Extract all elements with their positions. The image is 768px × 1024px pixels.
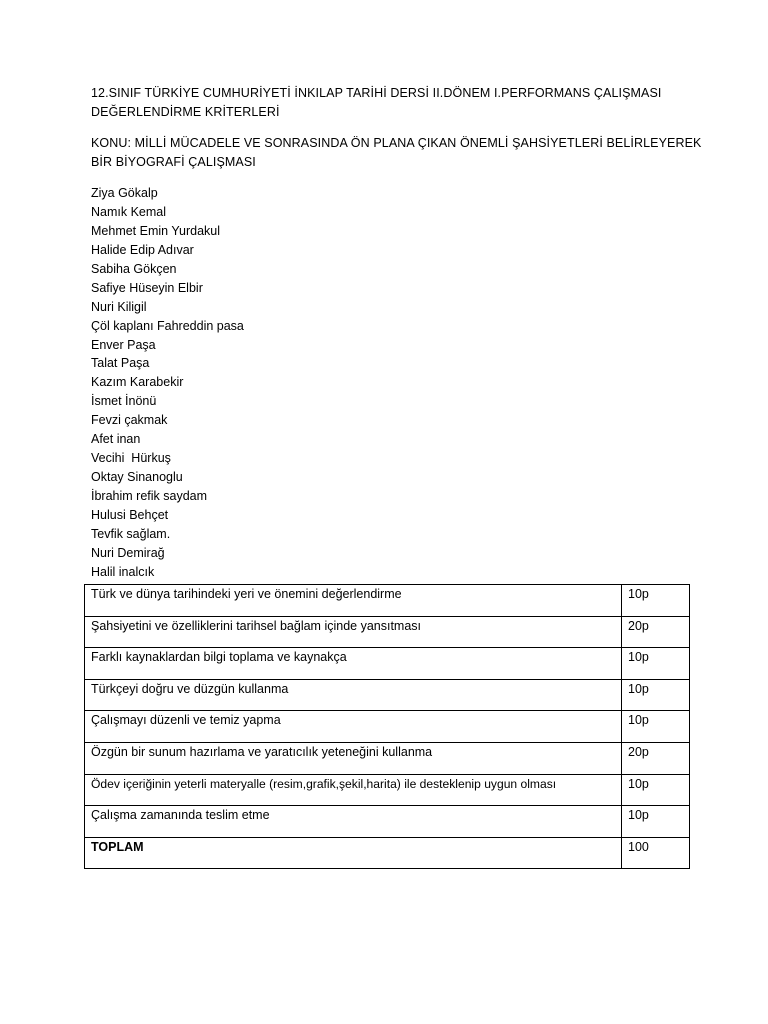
criterion-cell: Türk ve dünya tarihindeki yeri ve önemini değerlendirme (85, 585, 622, 617)
points-cell: 20p (622, 742, 690, 774)
list-item: Enver Paşa (91, 337, 156, 352)
table-row (85, 679, 690, 711)
total-label: TOPLAM (85, 837, 622, 869)
points-cell: 10p (622, 711, 690, 743)
points-cell: 10p (622, 679, 690, 711)
list-item: Tevfik sağlam. (91, 526, 171, 541)
table-row (85, 616, 690, 648)
criterion-cell: Ödev içeriğinin yeterli materyalle (resim,grafik,şekil,harita) ile desteklenip uygun olması (85, 774, 622, 806)
evaluation-criteria-table (84, 584, 690, 869)
list-item: İbrahim refik saydam (91, 489, 208, 503)
list-item: Nuri Kiligil (91, 299, 147, 314)
points-cell: 10p (622, 774, 690, 806)
list-item: Namık Kemal (91, 204, 167, 219)
table-row (85, 806, 690, 838)
criterion-cell: Şahsiyetini ve özelliklerini tarihsel bağlam içinde yansıtması (85, 616, 622, 648)
criterion-cell: Farklı kaynaklardan bilgi toplama ve kaynakça (85, 648, 622, 680)
criterion-cell: Özgün bir sunum hazırlama ve yaratıcılık yeteneğini kullanma (85, 742, 622, 774)
criterion-cell: Türkçeyi doğru ve düzgün kullanma (85, 679, 622, 711)
list-item: Ziya Gökalp (91, 186, 158, 200)
points-cell: 10p (622, 648, 690, 680)
list-item: Nuri Demirağ (91, 545, 165, 560)
list-item: Oktay Sinanoglu (91, 470, 183, 485)
list-item: Safiye Hüseyin Elbir (91, 280, 203, 295)
list-item: Mehmet Emin Yurdakul (91, 223, 220, 238)
table-row (85, 742, 690, 774)
table-row (85, 774, 690, 806)
list-item: Halide Edip Adıvar (91, 242, 194, 257)
list-item: Vecihi Hürkuş (91, 451, 171, 466)
table-row (85, 711, 690, 743)
list-item: İsmet İnönü (91, 394, 157, 409)
total-points: 100 (622, 837, 690, 869)
list-item: Halil inalcık (91, 564, 155, 579)
document-topic: KONU: MİLLİ MÜCADELE VE SONRASINDA ÖN PLANA ÇIKAN ÖNEMLİ ŞAHSİYETLERİ BELİRLEYEREK BİR BİYOGRAFİ ÇALIŞMASI (91, 136, 702, 169)
table-row (85, 648, 690, 680)
points-cell: 20p (622, 616, 690, 648)
points-cell: 10p (622, 585, 690, 617)
list-item: Fevzi çakmak (91, 413, 168, 428)
criterion-cell: Çalışma zamanında teslim etme (85, 806, 622, 838)
list-item: Afet inan (91, 432, 141, 447)
list-item: Sabiha Gökçen (91, 261, 177, 276)
list-item: Çöl kaplanı Fahreddin pasa (91, 318, 244, 333)
document-title: 12.SINIF TÜRKİYE CUMHURİYETİ İNKILAP TARİHİ DERSİ II.DÖNEM I.PERFORMANS ÇALIŞMASI DEĞERLENDİRME KRİTERLERİ (91, 86, 662, 119)
points-cell: 10p (622, 806, 690, 838)
list-item: Talat Paşa (91, 356, 150, 371)
list-item: Hulusi Behçet (91, 507, 169, 522)
criterion-cell: Çalışmayı düzenli ve temiz yapma (85, 711, 622, 743)
table-row (85, 585, 690, 617)
personality-list (91, 184, 244, 582)
total-row (85, 837, 690, 869)
list-item: Kazım Karabekir (91, 375, 184, 390)
